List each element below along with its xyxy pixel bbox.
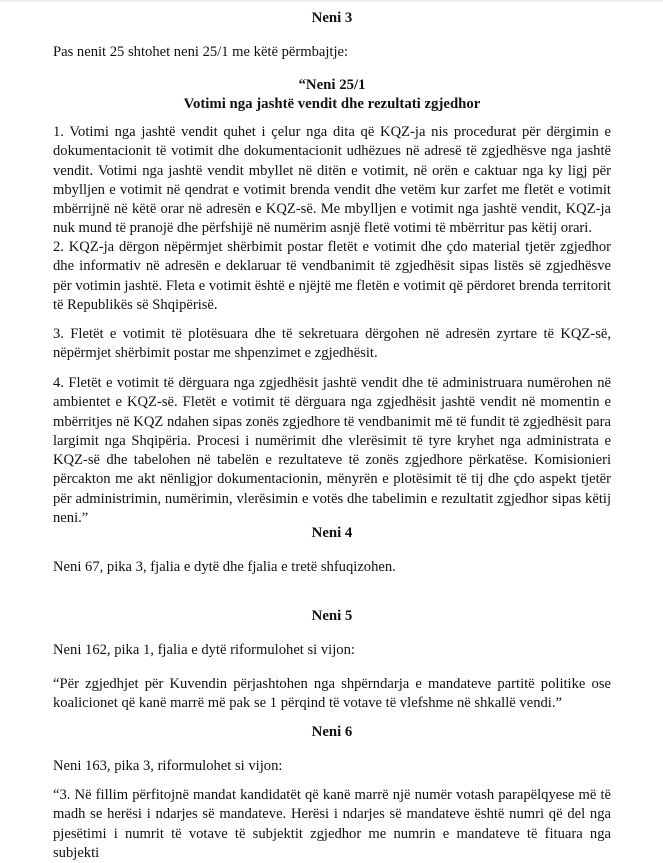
- article-intro-neni-6: Neni 163, pika 3, riformulohet si vijon:: [53, 758, 283, 774]
- article-heading-neni-4: Neni 4: [311, 525, 353, 541]
- page-top-edge: [0, 0, 663, 2]
- quoted-paragraph-4: 4. Fletët e votimit të dërguara nga zgjedhësit jashtë vendit dhe të administruara numërohen në ambientet e KQZ-së. Fletët e votimit të dërguara nga zgjedhësit jashtë vendit në momentin e mbërritjes në KQZ ndahen sipas zonës zgjedhore të vendbanimit më të fundit të zgjedhësit para largimit nga Shqipëria. Procesi i numërimit dhe vlerësimit të tyre kryhet nga administrata e KQZ-së dhe tabelohen në tabelën e rezultateve të zonës zgjedhore përkatëse. Komisionieri përcakton me akt nënligjor dokumentacionin, mënyrën e plotësimit të tij dhe çdo aspekt tjetër për administrimin, numërimin, vlerësimin e votës dhe tabelimin e rezultatit zgjedhor sipas këtij neni.”: [53, 375, 611, 527]
- article-heading-neni-6: Neni 6: [311, 724, 353, 740]
- quoted-paragraph-3: 3. Fletët e votimit të plotësuara dhe të sekretuara dërgohen në adresën zyrtare të KQZ-së, nëpërmjet shërbimit postar me shpenzimet e zgjedhësit.: [53, 326, 611, 362]
- article-intro-neni-4: Neni 67, pika 3, fjalia e dytë dhe fjalia e tretë shfuqizohen.: [53, 559, 396, 575]
- quoted-paragraph-2: 2. KQZ-ja dërgon nëpërmjet shërbimit postar fletët e votimit dhe çdo material tjetër zgjedhor dhe informativ në adresën e deklaruar të vendbanimit të zgjedhësit sipas listës së zgjedhësve për votimin jashtë. Fleta e votimit është e njëjtë me fletën e votimit që përdoret brenda territorit të Republikës së Shqipërisë.: [53, 239, 611, 313]
- article-quote-neni-5: “Për zgjedhjet për Kuvendin përjashtohen nga shpërndarja e mandateve partitë politike ose koalicionet që kanë marrë më pak se 1 përqind të votave të vlefshme në shkallë vendi.”: [53, 676, 611, 712]
- article-heading-neni-5: Neni 5: [311, 608, 353, 624]
- quoted-paragraph-1: 1. Votimi nga jashtë vendit quhet i çelur nga dita që KQZ-ja nis procedurat për dërgimin e dokumentacionit të votimit dhe dokumentacionit udhëzues në adresë të zgjedhësve nga jashtë vendit. Votimi nga jashtë vendit mbyllet në ditën e votimit, në orën e caktuar nga ky ligj për mbylljen e votimit në qendrat e votimit brenda vendit dhe vetëm kur zarfet me fletët e votimit mbërrijnë në këtë orar në adresën e KQZ-së. Me mbylljen e votimit nga jashtë vendit, KQZ-ja nuk mund të pranojë dhe përfshijë në numërim asnjë fletë votimi të mbërritur pas këtij orari.: [53, 124, 611, 237]
- article-intro-neni-5: Neni 162, pika 1, fjalia e dytë riformulohet si vijon:: [53, 642, 355, 658]
- article-heading-neni-3: Neni 3: [311, 10, 353, 26]
- quoted-article-title: Votimi nga jashtë vendit dhe rezultati zgjedhor: [183, 96, 481, 112]
- article-intro-neni-3: Pas nenit 25 shtohet neni 25/1 me këtë përmbajtje:: [53, 44, 349, 60]
- quoted-article-number: “Neni 25/1: [298, 77, 366, 93]
- article-quote-neni-6: “3. Në fillim përfitojnë mandat kandidatët që kanë marrë një numër votash parapëlqyese më të madh se herësi i ndarjes së mandateve. Herësi i ndarjes së mandateve është numri që del nga pjesëtimi i numrit të votave të subjektit zgjedhor me numrin e mandateve të fituara nga subjekti: [53, 787, 611, 861]
